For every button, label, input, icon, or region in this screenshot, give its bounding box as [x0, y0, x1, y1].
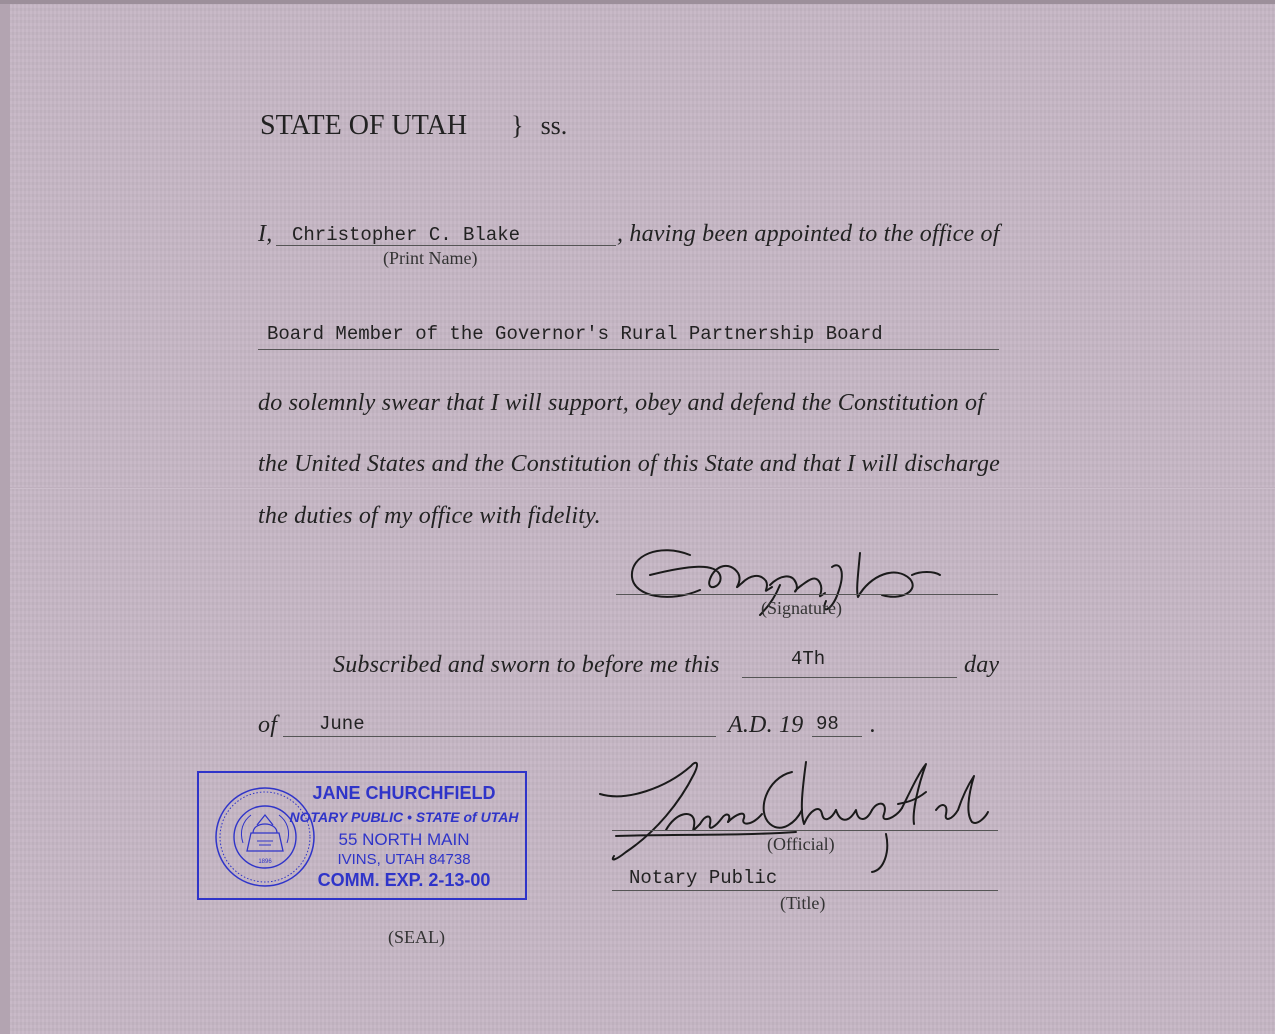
- official-caption: (Official): [767, 834, 835, 854]
- stamp-notary-name: JANE CHURCHFIELD: [312, 783, 496, 803]
- venue-heading: [260, 110, 567, 142]
- ss-label: ss.: [540, 111, 568, 140]
- year-value: 98: [816, 713, 839, 735]
- oath-intro: I,: [258, 221, 273, 247]
- year-line: [812, 736, 862, 737]
- day-word: day: [964, 652, 1000, 678]
- year-period: .: [870, 712, 877, 738]
- title-caption: (Title): [780, 893, 826, 913]
- of-word: of: [258, 712, 278, 738]
- print-name-value: Christopher C. Blake: [292, 224, 521, 246]
- seal-caption: (SEAL): [388, 927, 445, 947]
- notary-stamp: [197, 771, 527, 900]
- title-line: [612, 890, 998, 891]
- oath-line-1: do solemnly swear that I will support, obey and defend the Constitution of: [258, 390, 985, 416]
- title-value: Notary Public: [629, 867, 778, 889]
- ad-text: A.D. 19: [728, 712, 804, 738]
- stamp-address: 55 NORTH MAIN: [338, 830, 470, 849]
- print-name-caption: (Print Name): [383, 248, 478, 268]
- seal-year: 1896: [258, 859, 272, 865]
- paper-fold: [10, 487, 1275, 489]
- official-signature-line: [612, 830, 998, 831]
- signature-line: [616, 594, 998, 595]
- day-line: [742, 677, 957, 678]
- stamp-commission-line: NOTARY PUBLIC • STATE of UTAH: [289, 809, 519, 825]
- signature-caption: (Signature): [761, 598, 842, 618]
- office-value: Board Member of the Governor's Rural Partnership Board: [267, 323, 883, 345]
- print-name-line: [276, 245, 616, 246]
- page-top-edge: [0, 0, 1275, 4]
- oath-line-3: the duties of my office with fidelity.: [258, 503, 601, 529]
- oath-line-2: the United States and the Constitution of this State and that I will discharge: [258, 451, 1001, 477]
- stamp-city: IVINS, UTAH 84738: [337, 851, 471, 868]
- month-line: [283, 736, 716, 737]
- subscribed-text: Subscribed and sworn to before me this: [333, 652, 720, 678]
- venue-brace: }: [511, 111, 524, 140]
- month-value: June: [319, 713, 365, 735]
- stamp-commission-expiry: COMM. EXP. 2-13-00: [317, 870, 491, 890]
- notary-signature: [596, 752, 996, 877]
- state-label: STATE OF UTAH: [260, 110, 468, 141]
- office-line: [258, 349, 999, 350]
- oath-appointment-text: , having been appointed to the office of: [617, 221, 1000, 247]
- day-value: 4Th: [791, 648, 826, 670]
